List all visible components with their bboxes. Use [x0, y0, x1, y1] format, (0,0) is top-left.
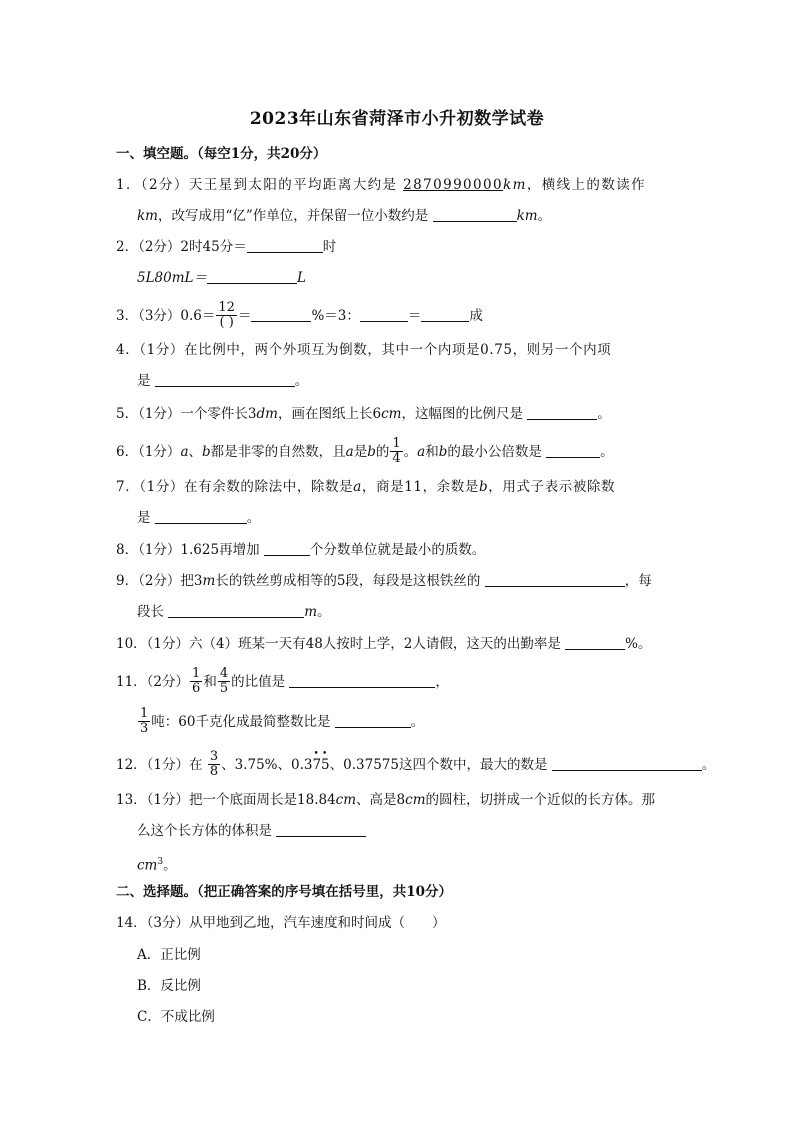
question-4-line-2 [137, 371, 308, 391]
question-2-text-b: 时 [322, 239, 337, 255]
question-6-var-a-2: a [345, 444, 354, 460]
question-3-equals-2: ＝ [407, 308, 422, 324]
question-6-text-e: 的 [375, 444, 390, 460]
question-4-line-1: 4．（1分）在比例中，两个外项互为倒数，其中一个内项是0.75，则另一个内项 [116, 342, 612, 358]
question-6-answer-blank[interactable] [546, 443, 600, 458]
question-14-option-a[interactable]: A．正比例 [137, 947, 201, 963]
question-13-text-c: 的圆柱，切拼成一个近似的长方体。那 [425, 792, 656, 808]
question-1-unit: km [503, 177, 527, 193]
question-1-text-d: ，改写成用“亿”作单位，并保留一位小数约是 [157, 208, 433, 224]
question-6-fraction [390, 437, 402, 466]
question-2-text-c: 5L80mL＝ [137, 270, 207, 286]
question-11-denominator-3: 3 [140, 721, 149, 736]
question-6-var-b-2: b [367, 444, 376, 460]
question-1-unit-3: km [516, 208, 538, 224]
question-12-fraction [208, 750, 220, 779]
question-6-text-b: 、 [188, 444, 202, 460]
question-13-unit-1: cm [335, 792, 357, 808]
question-9-line-2 [137, 602, 331, 622]
question-3-denominator: ( ) [219, 315, 234, 330]
question-13-period: 。 [163, 857, 177, 874]
question-11-numerator-3: 1 [140, 706, 149, 721]
question-6-text-f: 。 [403, 444, 418, 460]
question-12 [116, 751, 715, 780]
question-11-fraction-1 [190, 667, 202, 696]
question-7-var-a: a [353, 479, 362, 495]
question-11-denominator-2: 5 [219, 681, 229, 696]
question-7-text-c: ，用式子表示被除数 [488, 479, 616, 495]
question-1-number: 2870990000 [403, 177, 504, 193]
question-11-answer-blank-2[interactable] [335, 713, 411, 728]
question-13-text-d: 么这个长方体的体积是 [137, 823, 277, 839]
question-9-answer-blank-1[interactable] [485, 572, 625, 587]
question-4-answer-blank[interactable] [155, 372, 295, 387]
question-6-text-a: 6．（1分） [116, 444, 181, 460]
question-5-unit-1: dm [256, 406, 278, 422]
question-9-text-b: 长的铁丝剪成相等的5段，每段是这根铁丝的 [215, 573, 485, 589]
question-13-text-b: 、高是8 [356, 792, 406, 808]
question-2-line-2 [137, 268, 306, 288]
question-10-text-a: 10．（1分）六（4）班某一天有48人按时上学，2人请假，这天的出勤率是 [116, 636, 566, 652]
question-11-numerator-1: 1 [192, 666, 201, 681]
question-6-text-d: 是 [353, 444, 368, 460]
question-12-denominator: 8 [209, 764, 219, 779]
question-7-line-2 [137, 508, 260, 528]
question-6-var-b: b [202, 444, 211, 460]
question-9-text-d: 段长 [137, 604, 169, 620]
question-1-answer-blank[interactable] [433, 207, 517, 222]
question-7-line-1 [116, 477, 615, 497]
question-12-repeating-digit-2: • 5 [321, 755, 330, 775]
question-11-fraction-2 [218, 667, 230, 696]
question-11-denominator-1: 6 [192, 681, 201, 696]
question-12-text-c: 、0.37575这四个数中，最大的数是 [329, 757, 552, 773]
question-13-answer-blank[interactable] [276, 822, 366, 837]
question-2-text-a: 2．（2分）2时45分＝ [116, 239, 247, 255]
section-fill-blank-heading: 一、填空题。（每空1分，共20分） [116, 146, 327, 162]
question-6-numerator: 1 [392, 436, 401, 451]
question-9-text-c: ，每 [624, 573, 652, 589]
question-7-var-b: b [478, 479, 489, 495]
question-6-text-h: 的最小公倍数是 [447, 444, 547, 460]
question-7-text-a: 7．（1分）在有余数的除法中，除数是 [116, 479, 354, 495]
section-choice-heading: 二、选择题。（把正确答案的序号填在括号里，共10分） [116, 884, 453, 900]
question-1-line-1 [116, 175, 646, 195]
question-5-answer-blank[interactable] [527, 405, 597, 420]
question-8-answer-blank[interactable] [264, 541, 310, 556]
question-9-unit-1: m [202, 573, 216, 589]
question-2-line-1 [116, 237, 336, 257]
question-11-line-1 [116, 668, 449, 697]
question-13-exponent: 3 [157, 857, 164, 867]
question-11-text-c: 的比值是 [231, 674, 290, 690]
question-3-equals: ＝ [237, 308, 252, 324]
question-3-text-f: 成 [469, 308, 483, 324]
question-11-text-a: 11．（2分） [116, 674, 190, 690]
question-11-text-f: 吨：60千克化成最简整数比是 [151, 714, 335, 730]
question-9-text-a: 9．（2分）把3 [116, 573, 203, 589]
question-1-line-2 [137, 206, 551, 226]
question-4-period: 。 [294, 373, 309, 389]
question-10-text-b: %。 [625, 636, 652, 652]
question-1-unit-2: km [137, 208, 158, 224]
question-5-period: 。 [597, 406, 611, 422]
question-7-text-b: ，商是11，余数是 [361, 479, 479, 495]
question-6 [116, 438, 614, 467]
question-5-unit-2: cm [381, 406, 402, 422]
question-12-answer-blank[interactable] [552, 756, 702, 771]
question-6-var-b-3: b [438, 444, 448, 460]
question-12-text-b: 、3.75%、0.3 [221, 757, 313, 773]
question-14-option-b[interactable]: B．反比例 [137, 978, 201, 994]
question-3-fraction [216, 301, 237, 330]
question-2-answer-blank-2[interactable] [207, 269, 297, 284]
question-11-comma: ， [435, 674, 449, 690]
question-13-unit-2: cm [405, 792, 426, 808]
question-13-text-a: 13．（1分）把一个底面周长是18.84 [116, 792, 336, 808]
question-4-text-b: 是 [137, 373, 155, 389]
question-11-line-2 [137, 708, 424, 737]
question-1-text-b: ，横线上的数读作 [526, 177, 647, 193]
question-2-text-d: L [297, 270, 306, 286]
question-12-repeating-digit-1: • 7 [312, 755, 321, 775]
question-5-text-c: ，这幅图的比例尺是 [401, 406, 528, 422]
question-11-fraction-3 [138, 707, 150, 736]
question-3 [116, 302, 483, 331]
question-2-answer-blank-1[interactable] [247, 238, 323, 253]
question-5 [116, 404, 611, 424]
page-title: 2023年山东省菏泽市小升初数学试卷 [249, 109, 545, 129]
question-3-text-c: %＝3： [311, 308, 360, 324]
question-12-text-a: 12．（1分）在 [116, 757, 207, 773]
question-8-text-b: 个分数单位就是最小的质数。 [309, 542, 486, 558]
question-9-period: 。 [317, 604, 331, 620]
question-8 [116, 540, 485, 560]
question-13-line-3 [137, 852, 177, 876]
question-3-numerator: 12 [218, 300, 235, 315]
question-10 [116, 634, 652, 654]
question-6-text-c: 都是非零的自然数，且 [210, 444, 346, 460]
question-11-text-b: 和 [203, 674, 217, 690]
question-7-answer-blank[interactable] [155, 509, 247, 524]
question-3-answer-blank-3[interactable] [421, 307, 469, 322]
question-8-text-a: 8．（1分）1.625再增加 [116, 542, 264, 558]
question-10-answer-blank[interactable] [565, 635, 625, 650]
question-1-text-a: 1．（2分）天王星到太阳的平均距离大约是 [116, 177, 404, 193]
question-14-option-c[interactable]: C．不成比例 [137, 1009, 215, 1025]
question-11-answer-blank-1[interactable] [289, 673, 435, 688]
question-9-line-1 [116, 571, 652, 591]
question-6-var-a-3: a [417, 444, 426, 460]
question-1-period: 。 [537, 208, 552, 224]
question-6-var-a: a [180, 444, 189, 460]
question-7-period: 。 [246, 510, 261, 526]
question-7-text-d: 是 [137, 510, 155, 526]
question-12-period: 。 [701, 757, 716, 773]
question-3-answer-blank-1[interactable] [251, 307, 311, 322]
question-13-unit-3: cm [137, 857, 158, 874]
question-14-stem: 14．（3分）从甲地到乙地，汽车速度和时间成（ ） [116, 915, 446, 931]
question-11-period: 。 [410, 714, 425, 730]
question-6-denominator: 4 [392, 451, 401, 466]
question-5-text-b: ，画在图纸上长6 [277, 406, 382, 422]
question-3-answer-blank-2[interactable] [360, 307, 408, 322]
question-3-text-a: 3．（3分）0.6＝ [116, 308, 216, 324]
question-9-answer-blank-2[interactable] [168, 603, 304, 618]
question-11-numerator-2: 4 [219, 666, 229, 681]
question-6-period: 。 [600, 444, 614, 460]
question-6-text-g: 和 [425, 444, 439, 460]
question-12-numerator: 3 [209, 749, 219, 764]
question-9-unit-2: m [304, 604, 318, 620]
question-13-line-1 [116, 790, 655, 810]
question-5-text-a: 5．（1分）一个零件长3 [116, 406, 257, 422]
question-13-line-2 [137, 821, 366, 841]
